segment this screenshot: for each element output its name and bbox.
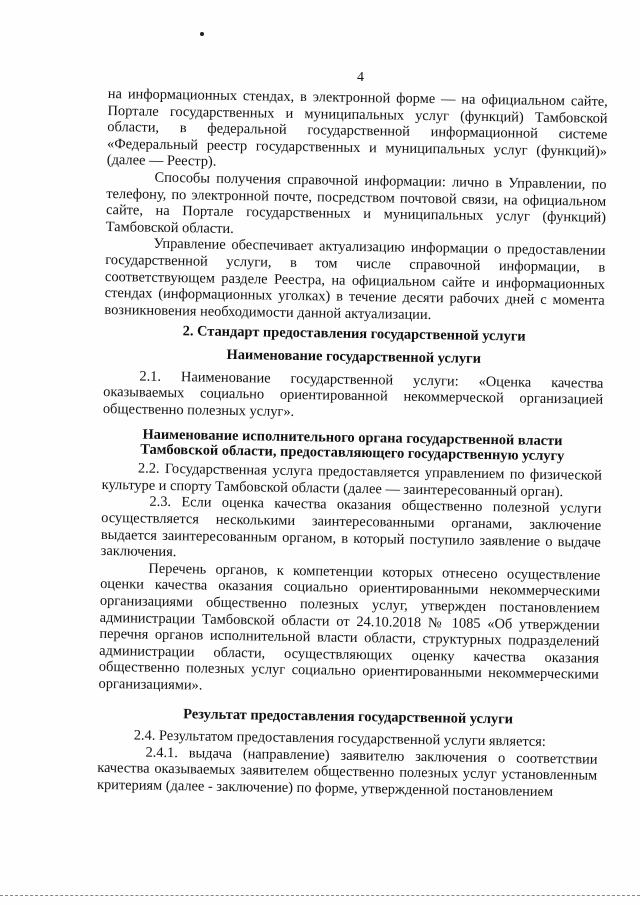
paragraph-actualization: Управление обеспечивает актуализацию информации о предоставлении государственной услуги, в том числе справочной информации, в соответствующем разделе Реестра, на официальном сайте и информационных стендах (информационных уголках) в течение десяти рабочих дней с момента возникновения необходимости данной актуализации.: [104, 236, 606, 323]
paragraph-2-1: 2.1. Наименование государственной услуги: «Оценка качества оказываемых социально ориентированной некоммерческой организацией общественно полезных услуг».: [102, 368, 604, 420]
scan-artifact-dot: [200, 32, 204, 36]
paragraph-info-sources: на информационных стендах, в электронной форме — на официальном сайте, Портале государственных и муниципальных услуг (функций) Тамбовской области, в федеральной государственной информационной системе «Федеральный реестр государственных и муниципальных услуг (функций)» (далее — Реестр).: [106, 86, 608, 171]
section-heading-standard: 2. Стандарт предоставления государственной услуги: [182, 323, 526, 345]
scan-edge-line: [0, 895, 640, 897]
paragraph-reference-methods: Способы получения справочной информации: лично в Управлении, по телефону, по электронной почте, посредством почтовой связи, на официальном сайте, на Портале государственных и муниципальных услуг (функций) Тамбовской области.: [105, 169, 607, 237]
paragraph-2-4-1: 2.4.1. выдача (направление) заявителю заключения о соответствии качества оказываемых заявителем общественно полезных услуг установленным критериям (далее - заключение) по форме, утвержденной постановлением: [96, 744, 598, 801]
page-number: 4: [357, 70, 364, 85]
paragraph-2-2: 2.2. Государственная услуга предоставляется управлением по физической культуре и спорту Тамбовской области (далее — заинтересованный орган).: [101, 460, 603, 501]
paragraph-2-3: 2.3. Если оценка качества оказания общественно полезной услуги осуществляется несколькими заинтересованными органами, заключение выдается заинтересованным органом, в который поступило заявление о выдаче заключения.: [100, 494, 602, 561]
paragraph-bodies-list: Перечень органов, к компетенции которых отнесено осуществление оценки качества оказания социально ориентированными некоммерческими организациями общественно полезных услуг, утвержден постановлением администрации Тамбовской области от 24.10.2018 № 1085 «Об утверждении перечня органов исполнительной власти области, структурных подразделений администрации области, осуществляющих оценку качества оказания общественно полезных услуг социально ориентированными некоммерческими организациями».: [98, 560, 601, 694]
document-body: [97, 86, 608, 801]
subheading-executive-body: Наименование исполнительного органа государственной власти Тамбовской области, предоставляющего государственную услугу: [140, 426, 565, 464]
subheading-result: Результат предоставления государственной услуги: [183, 705, 514, 728]
subheading-service-name: Наименование государственной услуги: [226, 346, 482, 367]
paragraph-2-4: 2.4. Результатом предоставления государственной услуги является:: [133, 727, 546, 751]
